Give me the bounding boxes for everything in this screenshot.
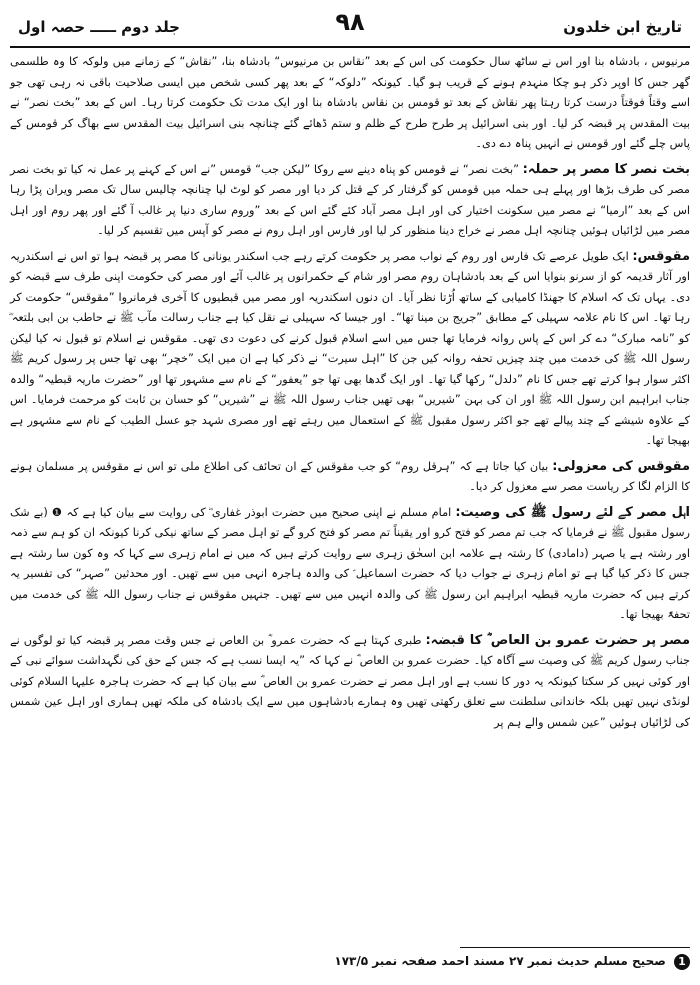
- section-heading: بخت نصر کا مصر پر حملہ:: [522, 161, 690, 177]
- page-body: [10, 52, 690, 733]
- page-header: [10, 6, 690, 46]
- footnote-rule: [460, 947, 690, 948]
- paragraph-text: ”بخت نصر“ نے قومس کو پناہ دینے سے روکا ”لیکن جب“ قومس ”نے اس کے کہنے پر عمل نہ کیا تو بخت نصر مصر کی طرف بڑھا اور پہلے ہی حملہ میں قومس کو گرفتار کر کے قتل کر دیا اور مصر کو لوٹ لیا چنانچہ چالیس سال تک مصر ویران پڑا رہا اس کے بعد ”ارمیا“ نے مصر میں سکونت اختیار کی اور اہل مصر آباد کئے گئے اس کے بعد ”وروم ساری دنیا پر غالب آ گئے اور پھر روم اور اہل مصر میں لڑائیاں ہوئیں چنانچہ اہل مصر نے خراج دینا منظور کر لیا اور فارس اور اہل روم نے مصر کو آپس میں تقسیم کر لیا۔: [10, 162, 690, 237]
- header-rule: [10, 46, 690, 48]
- paragraph-dismissal: [10, 457, 690, 498]
- page-number: ۹۸: [335, 8, 365, 36]
- paragraph-wasiyat: [10, 503, 690, 626]
- paragraph-text: بیان کیا جاتا ہے کہ ”ہرقل روم“ کو جب مقوقس کے ان تحائف کی اطلاع ملی تو اس نے مقوقس پر مسلمان ہونے کا الزام لگا کر ریاست مصر سے معزول کر دیا۔: [10, 459, 690, 493]
- footnote-marker: 1: [674, 954, 690, 970]
- paragraph-text: امام مسلم نے اپنی صحیح میں حضرت ابوذر غفاری ؓ کی روایت سے بیان کیا ہے کہ ❶ (بے شک رسول مقبول ﷺ نے فرمایا کہ جب تم مصر کو فتح کرو اور یقیناً تم مصر کو فتح کرو گے تو اہل مصر کے ساتھ نیکی کرنا کیونکہ ان کو ہم سے ذمہ اور رشتہ ہے یا صہر (دامادی) کا رشتہ ہے علامہ ابن اسحٰق زہری سے روایت کرتے ہیں کہ میں نے امام زہری سے کہا کہ وہ کون سا رشتہ ہے جس کا ذکر کیا گیا ہے تو امام زہری نے جواب دیا کہ حضرت اسماعیل ؑ کی والدہ ہاجرہ انہی میں سے تھیں۔ اور محدثین ”صہر“ کی تفسیر یہ کرتے ہیں کہ حضرت ماریہ قبطیہ ابراہیم ابن رسول ﷺ کی والدہ انہیں میں سے تھیں۔ جنہیں مقوقس نے جناب رسول اللہ ﷺ کی خدمت میں تحفۃً بھیجا تھا۔: [10, 505, 690, 621]
- section-heading: مقوقس کی معزولی:: [552, 458, 691, 474]
- paragraph-muqauqis: [10, 247, 690, 452]
- paragraph-bukht-nasr: [10, 160, 690, 242]
- section-heading: مصر پر حضرت عمرو بن العاص ؓ کا قبضہ:: [425, 632, 690, 648]
- paragraph-text: طبری کہتا ہے کہ حضرت عمرو ؓ بن العاص نے جس وقت مصر پر قبضہ کیا تو لوگوں نے جناب رسول کریم ﷺ کی وصیت سے آگاہ کیا۔ حضرت عمرو بن العاص ؓ نے کہا کہ ”یہ ایسا نسب ہے کہ جس کے حق کی نگہداشت سوائے نبی کے اور کوئی نہیں کر سکتا کیونکہ یہ دور کا نسب ہے اور اہل مصر نے حضرت عمرو بن العاص ؓ سے بیان کیا ہے کہ حضرت ہاجرہ علیہا السلام کوئی لونڈی نہیں تھیں بلکہ خاندانی سلطنت سے تعلق رکھتی تھیں وہ ہمارے بادشاہوں میں سے ایک بادشاہ کی ملکہ تھیں ہماری اور اہل عین شمس کی لڑائیاں ہوئیں ”عین شمس والے ہم پر: [10, 633, 690, 729]
- paragraph-text: ایک طویل عرصے تک فارس اور روم کے نواب مصر پر حکومت کرتے رہے جب اسکندر یونانی کا مصر پر قبضہ ہوا تو اس نے اسکندریہ اور آثار قدیمہ کو از سرنو بنوایا اس کے بعد بادشاہان روم مصر اور شام کے حکمرانوں پر غالب آئے اور مصر کی حکومت اپنی طرف سے قبضہ کو دی۔ یہاں تک کہ اسلام کا جھنڈا کامیابی کے ساتھ اُڑتا نظر آیا۔ ان دنوں اسکندریہ اور مصر میں قبطیوں کا آخری فرمانروا ”مقوقس“ حکومت کر رہا تھا۔ اس کا نام علامہ سہیلی کے مطابق ”جریج بن مینا تھا“۔ اور جیسا کہ سہیلی نے نقل کیا ہے جناب رسالت مآب ﷺ نے حاطب بن ابی بلتعہ ؓ کو ”نامہ مبارک“ دے کر اس کے پاس روانہ فرمایا تھا جس میں اسے اسلام قبول کرنے کی دعوت دی تھی۔ مقوقس نے اسلام تو قبول نہ کیا لیکن رسول اللہ ﷺ کی خدمت میں چند چیزیں تحفہ روانہ کیں جن کا ”اہل سیرت“ نے ذکر کیا ہے ان میں ایک ”خچر“ بھی تھا جس پر رسول کریم ﷺ اکثر سوار ہوا کرتے تھے جس کا نام ”دلدل“ رکھا گیا تھا۔ اور ایک گدھا بھی تھا جو ”یعفور“ کے نام سے مشہور تھا اور ”حضرت ماریہ قبطیہ“ والدہ جناب ابراہیم ابن رسول اللہ ﷺ اور ان کی بہن ”شیریں“ بھی تھیں جناب رسول اللہ ﷺ نے ”شیریں“ کو حسان بن ثابت کو مرحمت فرمایا۔ اس کے علاوہ شیشے کے چند پیالے تھے جو اکثر رسول مقبول ﷺ کے استعمال میں رہتے تھے اور مصری شہد جو عسل الطیب کے نام سے مشہور ہے بھیجا تھا۔: [10, 249, 690, 447]
- section-heading: اہل مصر کے لئے رسول ﷺ کی وصیت:: [455, 504, 690, 520]
- section-heading: مقوقس:: [632, 248, 690, 264]
- paragraph-text: مرنیوس ، بادشاہ بنا اور اس نے ساٹھ سال حکومت کی اس کے بعد ”نقاس بن مرنیوس“ بادشاہ بنا، ”نقاش“ کے زمانے میں ولوکہ کا وہ طلسمی گھر جس کا اوپر ذکر ہو چکا منہدم ہونے کے قریب ہو گیا۔ کیونکہ ”دلوکہ“ کے بعد پھر کسی شخص میں ایسی صلاحیت باقی نہ رہی تھی جو اسے وقتاً فوقتاً درست کرتا رہتا پھر نقاش کے بعد تو قومس بن نقاس بادشاہ بنا اور ایک مدت تک حکومت کرتا رہا۔ اس کے بعد ”بخت نصر“ نے بیت المقدس پر قبضہ کر لیا۔ اور بنی اسرائیل پر طرح طرح کے ظلم و ستم ڈھائے گئے چنانچہ بنی اسرائیل بیت المقدس سے بھاگ کر قومس کے پاس چلے گئے اور قومس نے انہیں پناہ دے دی۔: [10, 55, 690, 150]
- footnote-text: صحیح مسلم حدیث نمبر ۲۷ مسند احمد صفحہ نمبر ۱۷۳/۵: [334, 954, 666, 968]
- volume-part: جلد دوم ـــــ حصہ اول: [18, 18, 180, 36]
- paragraph-amr-ibn-al-as: [10, 631, 690, 734]
- book-page: [10, 6, 690, 978]
- paragraph-intro: [10, 52, 690, 155]
- book-title: تاریخ ابن خلدون: [563, 18, 682, 36]
- footnote: [334, 954, 690, 970]
